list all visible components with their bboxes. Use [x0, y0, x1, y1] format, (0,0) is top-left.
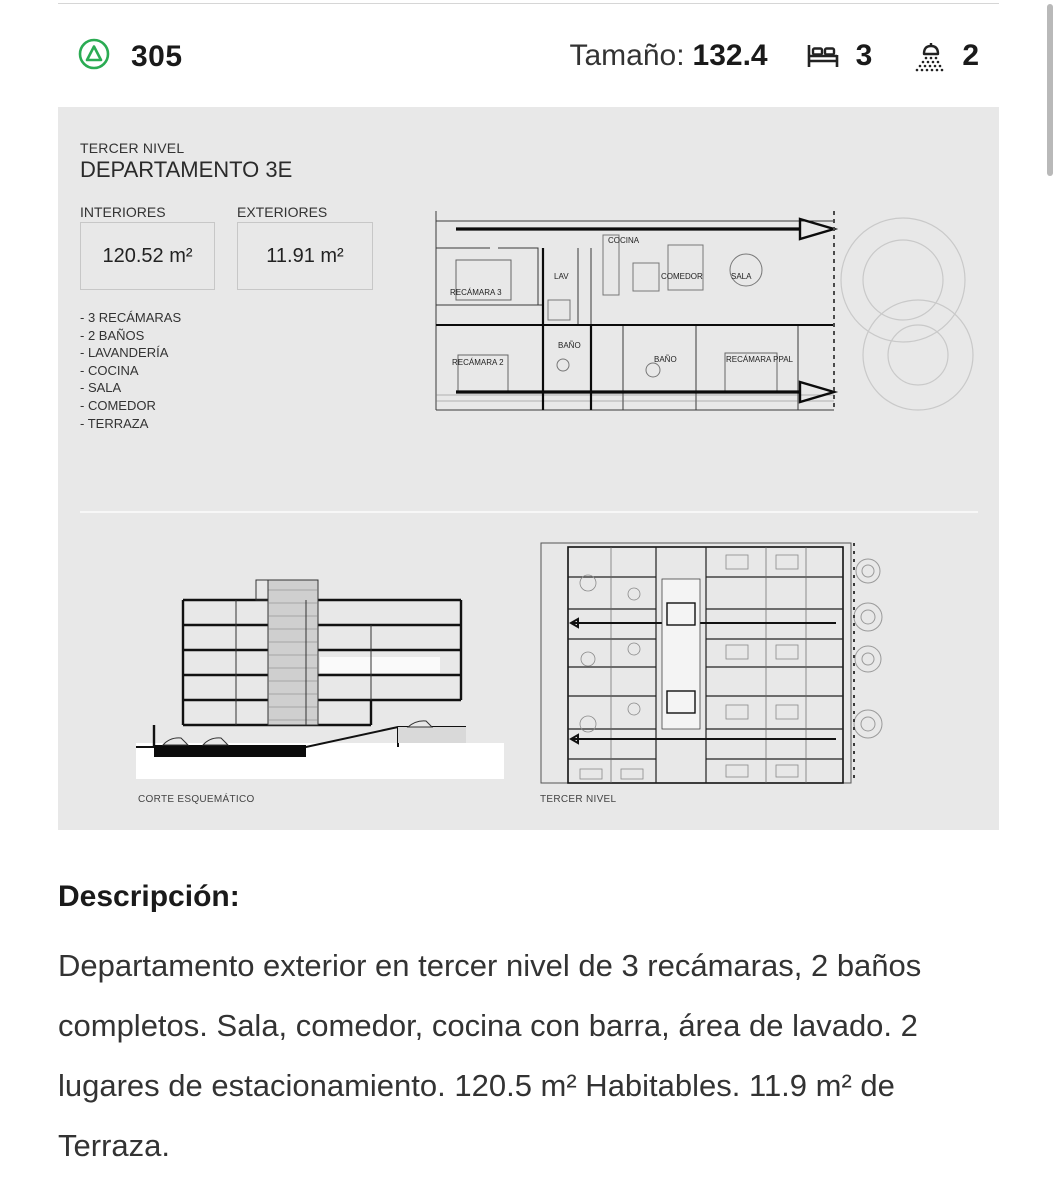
bed-icon [806, 43, 840, 69]
room-label-recamara-ppal: RECÁMARA PPAL [726, 355, 793, 364]
exteriores-value: 11.91 m² [266, 244, 344, 267]
room-label-bano-2: BAÑO [654, 355, 677, 364]
size-label: Tamaño: [569, 39, 685, 72]
feature-item: - LAVANDERÍA [80, 345, 169, 361]
plan-title: DEPARTAMENTO 3E [80, 157, 293, 182]
section-caption: CORTE ESQUEMÁTICO [138, 794, 255, 805]
room-label-cocina: COCINA [608, 236, 640, 245]
unit-number: 305 [131, 40, 183, 73]
feature-item: - COMEDOR [80, 397, 156, 413]
apartment-floor-plan [428, 205, 983, 420]
feature-item: - TERRAZA [80, 415, 149, 431]
bedroom-count: 3 [855, 39, 873, 72]
level-floor-drawing [536, 539, 898, 787]
feature-item: - COCINA [80, 362, 139, 378]
plan-level-label: TERCER NIVEL [80, 140, 185, 156]
room-label-comedor: COMEDOR [661, 272, 703, 281]
level-caption: TERCER NIVEL [540, 794, 617, 805]
feature-list [80, 309, 181, 432]
unit-header [58, 32, 979, 84]
size-value: 132.4 [692, 39, 768, 72]
room-label-recamara-2: RECÁMARA 2 [452, 358, 504, 367]
bathroom-count: 2 [962, 39, 979, 72]
section-drawing [136, 575, 508, 785]
shower-icon [914, 40, 944, 72]
exteriores-box [237, 222, 373, 290]
scrollbar-thumb[interactable] [1047, 4, 1053, 176]
room-label-recamara-3: RECÁMARA 3 [450, 288, 502, 297]
interiores-label: INTERIORES [80, 204, 166, 220]
feature-item: - 2 BAÑOS [80, 327, 145, 343]
unit-stats [569, 38, 979, 74]
feature-item: - 3 RECÁMARAS [80, 310, 182, 325]
feature-item: - SALA [80, 380, 122, 396]
interiores-box [80, 222, 215, 290]
room-label-lav: LAV [554, 272, 569, 281]
green-triangle-circle-icon [78, 38, 110, 70]
room-label-bano-1: BAÑO [558, 341, 581, 350]
room-label-sala: SALA [731, 272, 752, 281]
interiores-value: 120.52 m² [102, 244, 193, 267]
scrollbar[interactable] [1047, 0, 1053, 1200]
panel-divider [80, 511, 978, 513]
description-title: Descripción: [58, 880, 240, 913]
description-text: Departamento exterior en tercer nivel de 3 recámaras, 2 baños completos. Sala, comedor, cocina con barra, área de lavado. 2 lugares de estacionamiento. 120.5 m² Habitables. 11.9 m² de Terraza. [58, 948, 922, 1163]
floor-plan-image[interactable] [58, 107, 999, 830]
exteriores-label: EXTERIORES [237, 204, 328, 220]
top-divider [58, 3, 999, 4]
